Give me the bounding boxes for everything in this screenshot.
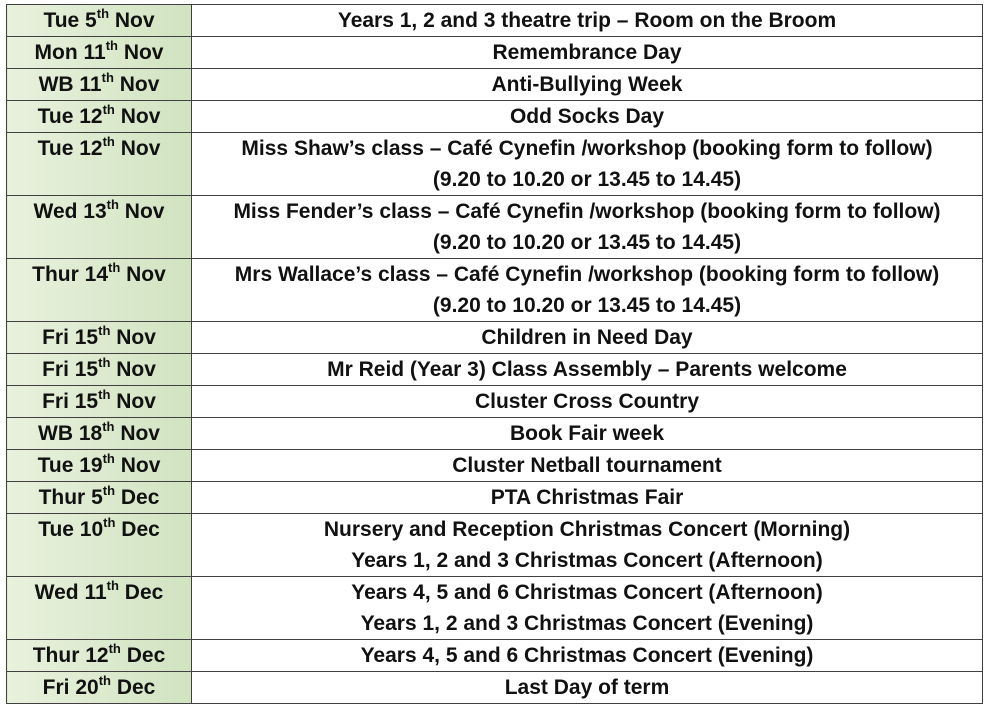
- event-description-line: Odd Socks Day: [509, 105, 665, 128]
- event-row: [7, 37, 983, 69]
- event-date-cell: [7, 5, 192, 37]
- event-date-cell: [7, 69, 192, 101]
- day-ordinal-suffix: th: [98, 387, 111, 402]
- event-description-cell: [192, 259, 983, 322]
- event-description-line: Anti-Bullying Week: [491, 73, 683, 96]
- event-description-cell: [192, 482, 983, 514]
- event-month: Nov: [120, 454, 161, 477]
- event-day: Thur 12: [32, 644, 109, 667]
- event-month: Nov: [126, 263, 166, 286]
- event-month: Nov: [116, 358, 156, 381]
- event-description-cell: [192, 101, 983, 133]
- event-date-cell: [7, 418, 192, 450]
- event-description-line: (9.20 to 10.20 or 13.45 to 14.45): [432, 231, 742, 254]
- events-calendar-table: [6, 4, 983, 704]
- event-day: Mon 11: [34, 41, 106, 64]
- event-description-line: Mr Reid (Year 3) Class Assembly – Parents welcome: [327, 358, 847, 381]
- event-description-cell: [192, 322, 983, 354]
- event-date-cell: [7, 354, 192, 386]
- events-table-body: [7, 5, 983, 704]
- event-row: [7, 69, 983, 101]
- event-month: Nov: [124, 200, 165, 223]
- event-month: Dec: [124, 581, 164, 604]
- event-month: Dec: [126, 644, 166, 667]
- event-description-cell: [192, 672, 983, 704]
- event-month: Nov: [120, 137, 161, 160]
- event-date-cell: [7, 322, 192, 354]
- event-date-cell: [7, 450, 192, 482]
- event-description-cell: [192, 69, 983, 101]
- event-date-cell: [7, 514, 192, 577]
- event-description-line: Nursery and Reception Christmas Concert (Morning): [323, 518, 851, 541]
- event-date-cell: [7, 101, 192, 133]
- event-description-line: Book Fair week: [509, 422, 665, 445]
- event-day: WB 11: [38, 73, 102, 96]
- event-description-line: Last Day of term: [504, 676, 670, 699]
- event-day: Wed 13: [33, 200, 107, 223]
- day-ordinal-suffix: th: [102, 483, 116, 498]
- event-day: Fri 20: [42, 676, 99, 699]
- event-description-line: Miss Fender’s class – Café Cynefin /workshop (booking form to follow): [233, 200, 941, 223]
- event-description-cell: [192, 418, 983, 450]
- event-description-line: Mrs Wallace’s class – Café Cynefin /workshop (booking form to follow): [234, 263, 940, 286]
- event-description-cell: [192, 354, 983, 386]
- event-row: [7, 322, 983, 354]
- event-date-cell: [7, 577, 192, 640]
- event-row: [7, 386, 983, 418]
- event-date-cell: [7, 196, 192, 259]
- event-day: Tue 5: [43, 9, 97, 32]
- event-description-cell: [192, 133, 983, 196]
- event-description-cell: [192, 640, 983, 672]
- event-description-line: Years 1, 2 and 3 theatre trip – Room on the Broom: [337, 9, 837, 32]
- event-description-line: Remembrance Day: [492, 41, 682, 64]
- event-month: Dec: [120, 486, 160, 509]
- event-row: [7, 640, 983, 672]
- event-row: [7, 482, 983, 514]
- event-date-cell: [7, 640, 192, 672]
- day-ordinal-suffix: th: [103, 515, 116, 530]
- event-date-cell: [7, 133, 192, 196]
- day-ordinal-suffix: th: [102, 134, 115, 149]
- event-description-line: Miss Shaw’s class – Café Cynefin /workshop (booking form to follow): [241, 137, 933, 160]
- event-day: Thur 5: [38, 486, 103, 509]
- event-day: WB 18: [38, 422, 103, 445]
- event-description-cell: [192, 37, 983, 69]
- event-description-cell: [192, 386, 983, 418]
- day-ordinal-suffix: th: [96, 6, 110, 21]
- day-ordinal-suffix: th: [98, 323, 111, 338]
- event-month: Nov: [114, 9, 155, 32]
- event-row: [7, 577, 983, 640]
- day-ordinal-suffix: th: [102, 419, 115, 434]
- event-description-cell: [192, 514, 983, 577]
- event-month: Nov: [119, 73, 160, 96]
- day-ordinal-suffix: th: [106, 197, 119, 212]
- event-row: [7, 5, 983, 37]
- event-month: Nov: [123, 41, 164, 64]
- event-date-cell: [7, 386, 192, 418]
- day-ordinal-suffix: th: [106, 578, 119, 593]
- event-day: Tue 19: [37, 454, 103, 477]
- day-ordinal-suffix: th: [108, 641, 121, 656]
- event-date-cell: [7, 482, 192, 514]
- event-row: [7, 101, 983, 133]
- event-description-line: (9.20 to 10.20 or 13.45 to 14.45): [432, 294, 742, 317]
- event-date-cell: [7, 672, 192, 704]
- event-day: Fri 15: [42, 390, 99, 413]
- event-description-line: Years 4, 5 and 6 Christmas Concert (Afternoon): [351, 581, 823, 604]
- event-month: Dec: [116, 676, 156, 699]
- day-ordinal-suffix: th: [102, 102, 115, 117]
- event-month: Dec: [121, 518, 160, 541]
- event-row: [7, 514, 983, 577]
- event-description-cell: [192, 577, 983, 640]
- day-ordinal-suffix: th: [108, 260, 121, 275]
- event-day: Fri 15: [42, 358, 99, 381]
- event-description-line: Cluster Netball tournament: [452, 454, 722, 477]
- event-row: [7, 418, 983, 450]
- event-day: Fri 15: [42, 326, 99, 349]
- event-description-line: Children in Need Day: [481, 326, 693, 349]
- event-month: Nov: [120, 422, 160, 445]
- event-month: Nov: [120, 105, 161, 128]
- event-day: Tue 10: [38, 518, 104, 541]
- event-description-line: Cluster Cross Country: [474, 390, 700, 413]
- event-day: Tue 12: [37, 137, 103, 160]
- event-description-line: PTA Christmas Fair: [490, 486, 684, 509]
- event-row: [7, 672, 983, 704]
- event-day: Tue 12: [37, 105, 103, 128]
- day-ordinal-suffix: th: [98, 673, 111, 688]
- event-description-line: (9.20 to 10.20 or 13.45 to 14.45): [432, 168, 742, 191]
- day-ordinal-suffix: th: [101, 70, 114, 85]
- event-row: [7, 259, 983, 322]
- event-description-line: Years 4, 5 and 6 Christmas Concert (Evening): [360, 644, 814, 667]
- event-description-cell: [192, 450, 983, 482]
- event-description-line: Years 1, 2 and 3 Christmas Concert (Afternoon): [351, 549, 823, 572]
- event-date-cell: [7, 259, 192, 322]
- event-row: [7, 450, 983, 482]
- event-day: Wed 11: [34, 581, 107, 604]
- event-month: Nov: [116, 326, 156, 349]
- event-row: [7, 354, 983, 386]
- event-description-cell: [192, 196, 983, 259]
- day-ordinal-suffix: th: [102, 451, 115, 466]
- event-description-line: Years 1, 2 and 3 Christmas Concert (Evening): [360, 612, 814, 635]
- day-ordinal-suffix: th: [98, 355, 111, 370]
- day-ordinal-suffix: th: [105, 38, 118, 53]
- event-row: [7, 196, 983, 259]
- event-month: Nov: [116, 390, 156, 413]
- event-date-cell: [7, 37, 192, 69]
- event-description-cell: [192, 5, 983, 37]
- event-day: Thur 14: [32, 263, 109, 286]
- event-row: [7, 133, 983, 196]
